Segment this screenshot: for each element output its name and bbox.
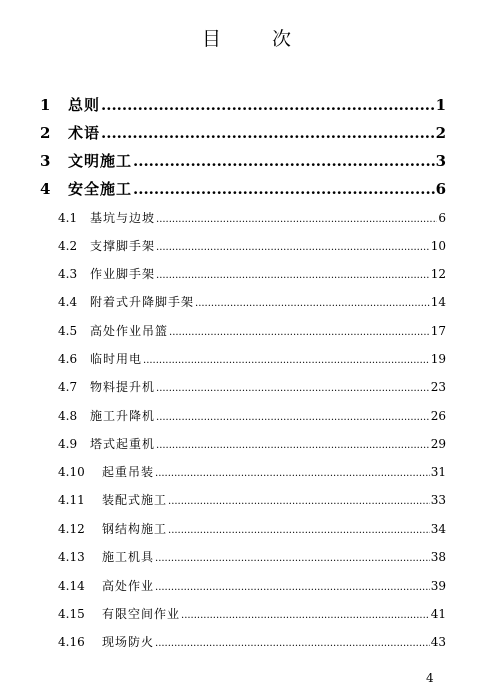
dot-leader — [156, 380, 430, 394]
toc-subentry-page: 14 — [430, 295, 446, 309]
toc-subentry-label: 施工机具 — [102, 550, 155, 564]
toc-subentry[interactable] — [40, 209, 446, 226]
toc-subentry[interactable] — [40, 435, 446, 452]
toc-subentry-number: 4.11 — [58, 493, 85, 507]
dot-leader — [168, 493, 430, 507]
toc-entry-number: 1 — [40, 96, 51, 114]
toc-entry-page: 6 — [435, 180, 446, 198]
dot-leader — [169, 324, 430, 338]
dot-leader — [156, 239, 430, 253]
toc-entry[interactable] — [40, 150, 446, 171]
toc-subentry-label: 临时用电 — [90, 352, 143, 366]
toc-subentry[interactable] — [40, 605, 446, 622]
toc-subentry-page: 38 — [430, 550, 446, 564]
toc-subentry-page: 17 — [430, 324, 446, 338]
toc-subentry-page: 10 — [430, 239, 446, 253]
toc-subentry[interactable] — [40, 491, 446, 508]
toc-subentry-number: 4.6 — [58, 352, 78, 366]
toc-subentry-number: 4.10 — [58, 465, 85, 479]
toc-subentry-number: 4.13 — [58, 550, 85, 564]
toc-subentry-label: 施工升降机 — [90, 409, 156, 423]
toc-subentry-number: 4.2 — [58, 239, 78, 253]
toc-entry-label: 文明施工 — [68, 152, 133, 170]
toc-subentry-label: 装配式施工 — [102, 493, 168, 507]
toc-subentry-page: 33 — [430, 493, 446, 507]
dot-leader — [155, 635, 430, 649]
toc-subentry-page: 23 — [430, 380, 446, 394]
toc-subentry-label: 塔式起重机 — [90, 437, 156, 451]
toc-subentry-label: 基坑与边坡 — [90, 211, 156, 225]
toc-subentry-number: 4.4 — [58, 295, 78, 309]
toc-subentry-number: 4.5 — [58, 324, 78, 338]
toc-subentry[interactable] — [40, 407, 446, 424]
dot-leader — [155, 465, 430, 479]
toc-entry-label: 总则 — [68, 96, 101, 114]
dot-leader — [156, 409, 430, 423]
page-title: 目 次 — [201, 28, 307, 50]
toc-subentry-number: 4.16 — [58, 635, 85, 649]
toc-subentry[interactable] — [40, 463, 446, 480]
toc-subentry[interactable] — [40, 378, 446, 395]
toc-subentry-number: 4.9 — [58, 437, 78, 451]
dot-leader — [156, 211, 437, 225]
toc-subentry-number: 4.8 — [58, 409, 78, 423]
toc-subentry-page: 43 — [430, 635, 446, 649]
toc-subentry-label: 高处作业 — [102, 579, 155, 593]
toc-subentry-page: 26 — [430, 409, 446, 423]
toc-subentry-page: 31 — [430, 465, 446, 479]
dot-leader — [195, 295, 430, 309]
dot-leader — [168, 522, 430, 536]
toc-entry[interactable] — [40, 178, 446, 199]
toc-entry[interactable] — [40, 94, 446, 115]
dot-leader — [101, 96, 435, 114]
toc-subentry-label: 起重吊装 — [102, 465, 155, 479]
toc-entry[interactable] — [40, 122, 446, 143]
toc-entry-label: 安全施工 — [68, 180, 133, 198]
toc-subentry-label: 钢结构施工 — [102, 522, 168, 536]
page-number: 4 — [426, 671, 434, 685]
dot-leader — [143, 352, 430, 366]
toc-entry-page: 3 — [435, 152, 446, 170]
toc-subentry-label: 作业脚手架 — [90, 267, 156, 281]
dot-leader — [181, 607, 430, 621]
toc-subentry-label: 现场防火 — [102, 635, 155, 649]
toc-subentry-label: 支撑脚手架 — [90, 239, 156, 253]
toc-subentry-page: 12 — [430, 267, 446, 281]
toc-subentry[interactable] — [40, 237, 446, 254]
toc-subentry[interactable] — [40, 577, 446, 594]
toc-subentry-label: 物料提升机 — [90, 380, 156, 394]
toc-entry-number: 2 — [40, 124, 51, 142]
toc-subentry-page: 29 — [430, 437, 446, 451]
toc-subentry-number: 4.15 — [58, 607, 85, 621]
toc-subentry[interactable] — [40, 548, 446, 565]
toc-subentry-label: 附着式升降脚手架 — [90, 295, 195, 309]
toc-entry-label: 术语 — [68, 124, 101, 142]
toc-entry-number: 4 — [40, 180, 51, 198]
toc-subentry[interactable] — [40, 293, 446, 310]
toc-subentry-label: 有限空间作业 — [102, 607, 181, 621]
toc-subentry-page: 19 — [430, 352, 446, 366]
toc-subentry-page: 41 — [430, 607, 446, 621]
dot-leader — [155, 550, 430, 564]
toc-subentry-label: 高处作业吊篮 — [90, 324, 169, 338]
toc-subentry-page: 39 — [430, 579, 446, 593]
toc-subentry-page: 34 — [430, 522, 446, 536]
dot-leader — [133, 180, 435, 198]
toc-subentry-number: 4.12 — [58, 522, 85, 536]
toc-subentry[interactable] — [40, 350, 446, 367]
dot-leader — [156, 267, 430, 281]
toc-entry-page: 1 — [435, 96, 446, 114]
dot-leader — [101, 124, 435, 142]
dot-leader — [156, 437, 430, 451]
toc-subentry-number: 4.7 — [58, 380, 78, 394]
dot-leader — [155, 579, 430, 593]
toc-entry-number: 3 — [40, 152, 51, 170]
toc-subentry-number: 4.3 — [58, 267, 78, 281]
toc-subentry[interactable] — [40, 322, 446, 339]
toc-subentry[interactable] — [40, 265, 446, 282]
toc-subentry-number: 4.14 — [58, 579, 85, 593]
dot-leader — [133, 152, 435, 170]
toc-subentry[interactable] — [40, 520, 446, 537]
toc-subentry[interactable] — [40, 633, 446, 650]
toc-subentry-number: 4.1 — [58, 211, 78, 225]
toc-subentry-page: 6 — [438, 211, 446, 225]
toc-entry-page: 2 — [435, 124, 446, 142]
